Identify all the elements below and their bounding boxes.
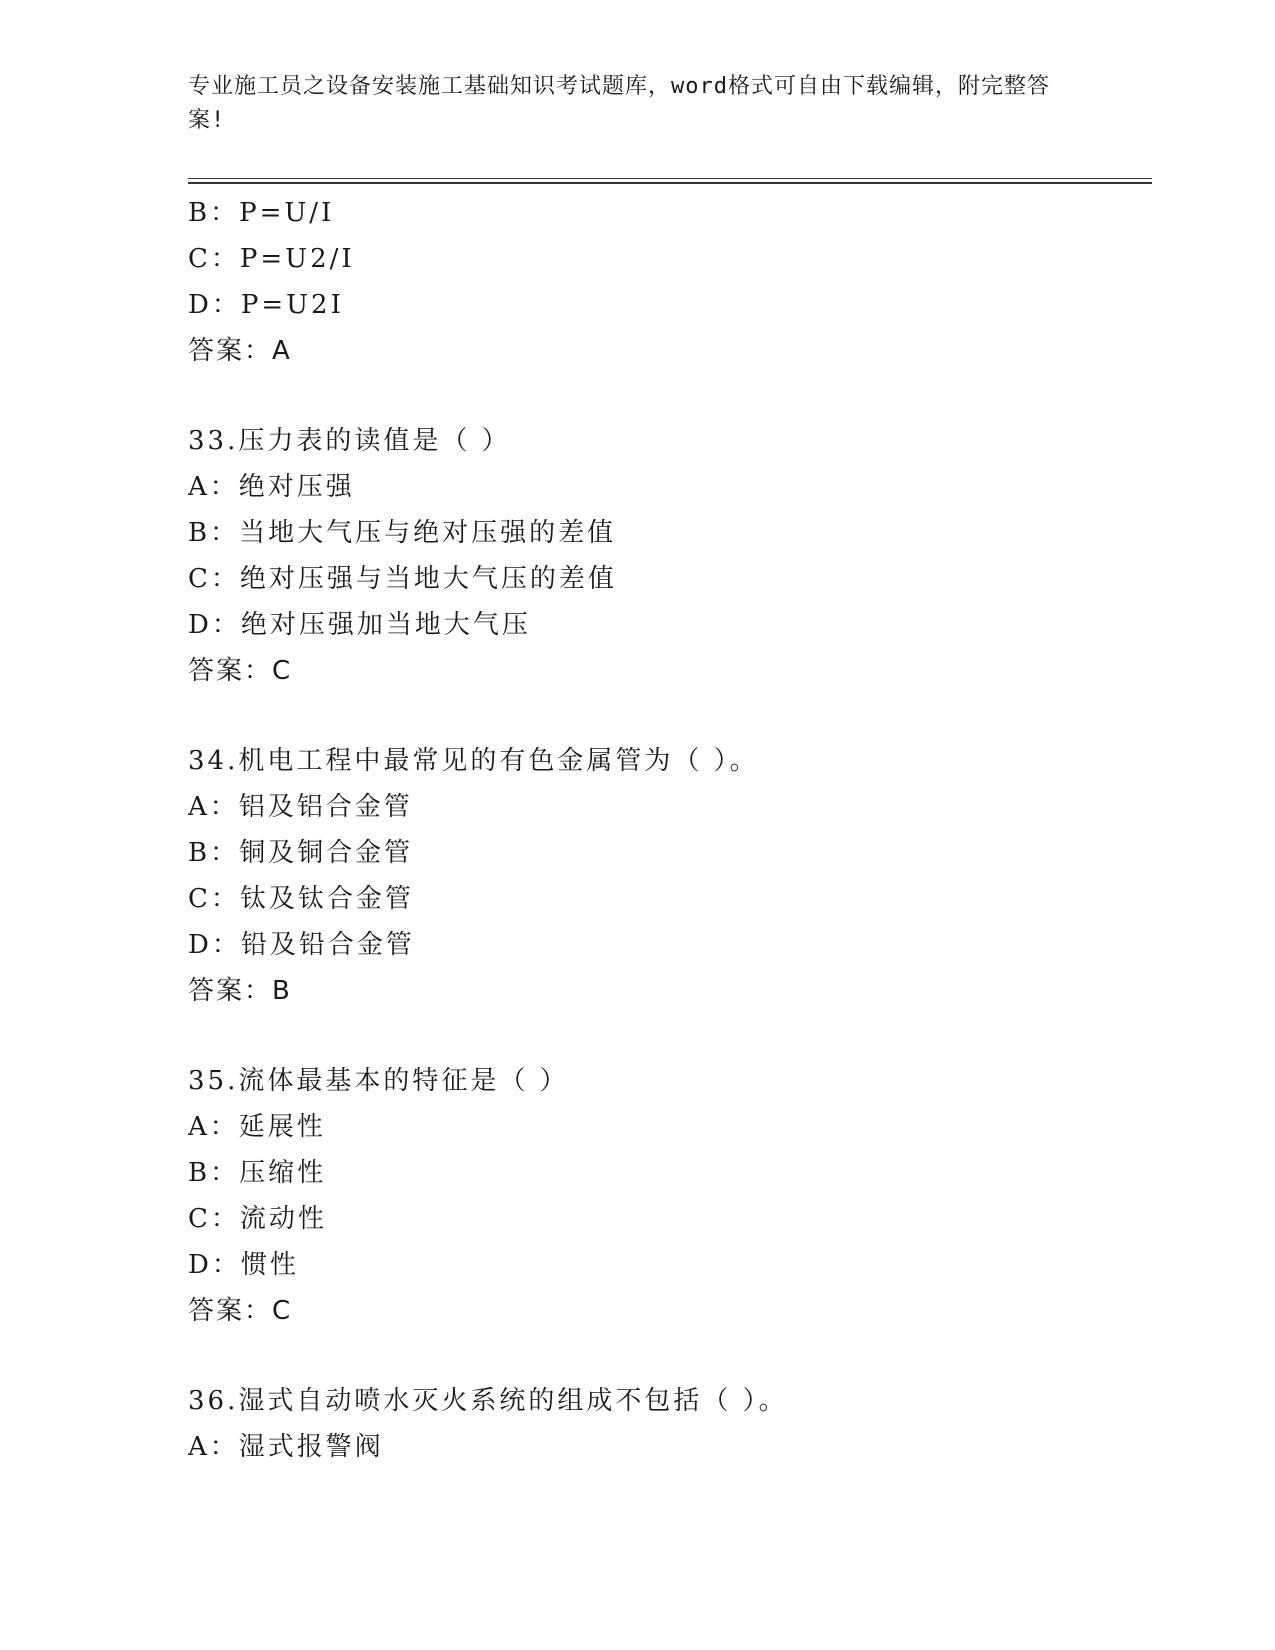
question-stem: 36.湿式自动喷水灭火系统的组成不包括（ ）。 <box>188 1386 788 1416</box>
option-c: C：绝对压强与当地大气压的差值 <box>188 564 617 594</box>
question-stem: 34.机电工程中最常见的有色金属管为（ ）。 <box>188 746 759 776</box>
option-d: D：P=U2I <box>188 290 344 320</box>
question-block <box>188 738 1152 1014</box>
question-block-partial <box>188 190 1152 374</box>
option-c: C：钛及钛合金管 <box>188 884 414 914</box>
option-a: A：铝及铝合金管 <box>188 792 413 822</box>
question-block <box>188 1058 1152 1334</box>
question-list <box>188 190 1152 1470</box>
option-c: C：P=U2/I <box>188 244 355 274</box>
spacer <box>188 694 1152 738</box>
question-block <box>188 418 1152 694</box>
option-d: D：绝对压强加当地大气压 <box>188 610 531 640</box>
spacer <box>188 374 1152 418</box>
option-d: D：铅及铅合金管 <box>188 930 415 960</box>
answer-line: 答案：A <box>188 336 292 366</box>
option-b: B：铜及铜合金管 <box>188 838 414 868</box>
option-b: B：P=U/I <box>188 198 335 228</box>
option-b: B：当地大气压与绝对压强的差值 <box>188 518 617 548</box>
question-stem: 35.流体最基本的特征是（ ） <box>188 1066 569 1096</box>
answer-line: 答案：C <box>188 656 293 686</box>
question-block <box>188 1378 1152 1470</box>
option-a: A：湿式报警阀 <box>188 1432 384 1462</box>
option-d: D：惯性 <box>188 1250 299 1280</box>
question-stem: 33.压力表的读值是（ ） <box>188 426 511 456</box>
header-rule-thin <box>188 178 1152 179</box>
header-rule-thick <box>188 182 1152 184</box>
spacer <box>188 1334 1152 1378</box>
answer-line: 答案：C <box>188 1296 293 1326</box>
option-a: A：绝对压强 <box>188 472 355 502</box>
answer-line: 答案：B <box>188 976 292 1006</box>
option-b: B：压缩性 <box>188 1158 327 1188</box>
option-a: A：延展性 <box>188 1112 326 1142</box>
option-c: C：流动性 <box>188 1204 327 1234</box>
spacer <box>188 1014 1152 1058</box>
document-header: 专业施工员之设备安装施工基础知识考试题库，word格式可自由下载编辑，附完整答案! <box>188 74 1050 133</box>
